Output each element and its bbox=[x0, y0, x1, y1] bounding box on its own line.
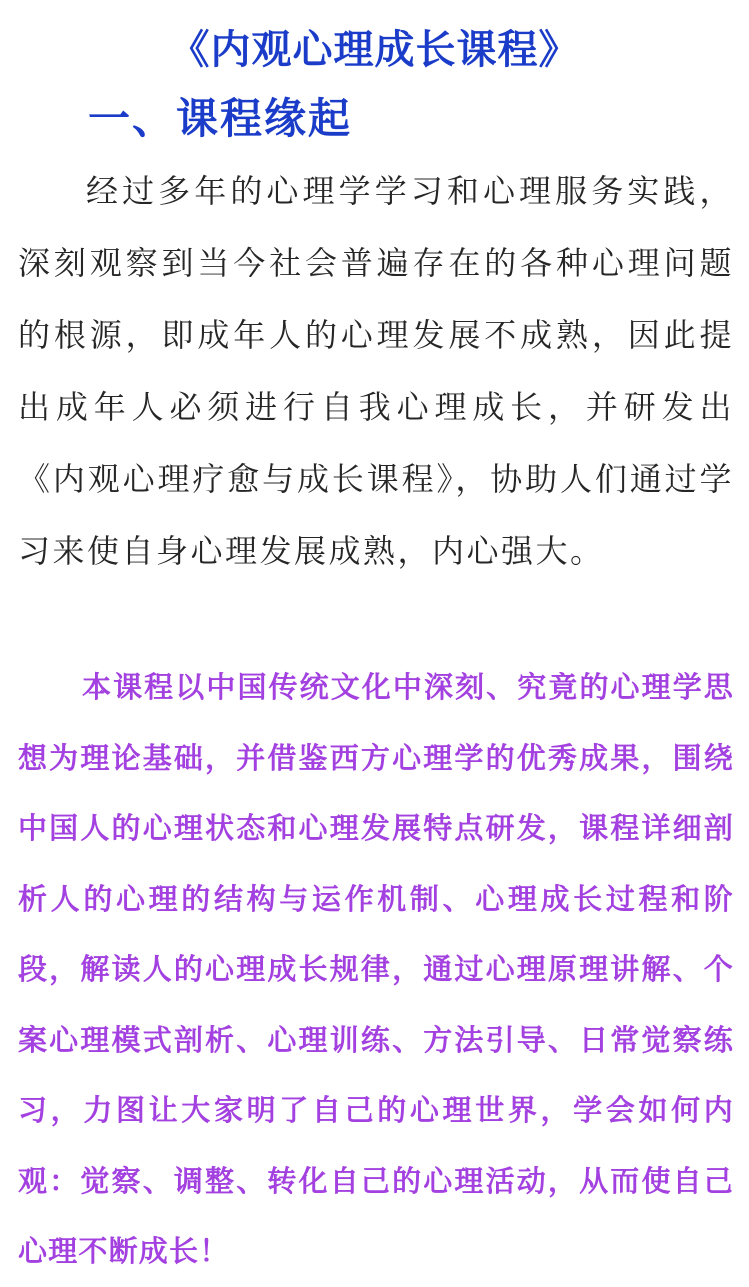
intro-paragraph: 经过多年的心理学学习和心理服务实践，深刻观察到当今社会普遍存在的各种心理问题的根源，即成年人的心理发展不成熟，因此提出成年人必须进行自我心理成长，并研发出《内观心理疗愈与成长课程》，协助人们通过学习来使自身心理发展成熟，内心强大。 bbox=[18, 172, 734, 570]
course-description-paragraph: 本课程以中国传统文化中深刻、究竟的心理学思想为理论基础，并借鉴西方心理学的优秀成果，围绕中国人的心理状态和心理发展特点研发，课程详细剖析人的心理的结构与运作机制、心理成长过程和阶段，解读人的心理成长规律，通过心理原理讲解、个案心理模式剖析、心理训练、方法引导、日常觉察练习，力图让大家明了自己的心理世界，学会如何内观：觉察、调整、转化自己的心理活动，从而使自己心理不断成长！ bbox=[18, 670, 734, 1268]
document-title: 《内观心理成长课程》 bbox=[169, 27, 580, 73]
section-heading: 一、课程缘起 bbox=[88, 94, 353, 143]
